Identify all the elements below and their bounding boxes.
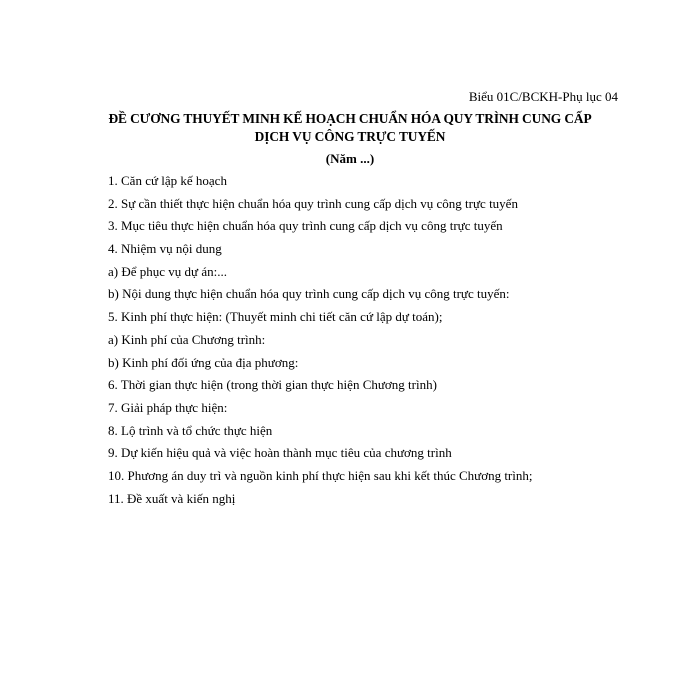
year-label: (Năm ...) (325, 151, 375, 166)
outline-item-7: 7. Giải pháp thực hiện: (108, 399, 228, 415)
outline-item-1: 1. Căn cứ lập kế hoạch (108, 173, 227, 188)
outline-item-3: 3. Mục tiêu thực hiện chuẩn hóa quy trình cung cấp dịch vụ công trực tuyến (108, 218, 503, 234)
title-line-2: DỊCH VỤ CÔNG TRỰC TUYẾN (254, 129, 446, 144)
outline-item-2: 2. Sự cần thiết thực hiện chuẩn hóa quy trình cung cấp dịch vụ công trực tuyến (108, 195, 518, 211)
outline-item-11: 11. Đề xuất và kiến nghị (108, 490, 236, 506)
outline-item-6: 6. Thời gian thực hiện (trong thời gian thực hiện Chương trình) (108, 377, 437, 393)
outline-item-10: 10. Phương án duy trì và nguồn kinh phí thực hiện sau khi kết thúc Chương trình; (108, 467, 533, 483)
title-line-1: ĐỀ CƯƠNG THUYẾT MINH KẾ HOẠCH CHUẨN HÓA QUY TRÌNH CUNG CẤP (108, 111, 592, 126)
outline-item-8: 8. Lộ trình và tổ chức thực hiện (108, 422, 273, 438)
outline-item-5: 5. Kinh phí thực hiện: (Thuyết minh chi tiết căn cứ lập dự toán); (108, 309, 443, 325)
form-reference: Biểu 01C/BCKH-Phụ lục 04 (468, 89, 618, 104)
document-title (70, 110, 630, 146)
outline-list (108, 173, 533, 513)
outline-item-5b: b) Kinh phí đối ứng của địa phương: (108, 354, 299, 370)
outline-item-9: 9. Dự kiến hiệu quả và việc hoàn thành mục tiêu của chương trình (108, 445, 452, 461)
outline-item-4a: a) Để phục vụ dự án:... (108, 263, 227, 279)
outline-item-4: 4. Nhiệm vụ nội dung (108, 241, 222, 257)
outline-item-4b: b) Nội dung thực hiện chuẩn hóa quy trình cung cấp dịch vụ công trực tuyến: (108, 286, 510, 302)
outline-item-5a: a) Kinh phí của Chương trình: (108, 331, 266, 347)
